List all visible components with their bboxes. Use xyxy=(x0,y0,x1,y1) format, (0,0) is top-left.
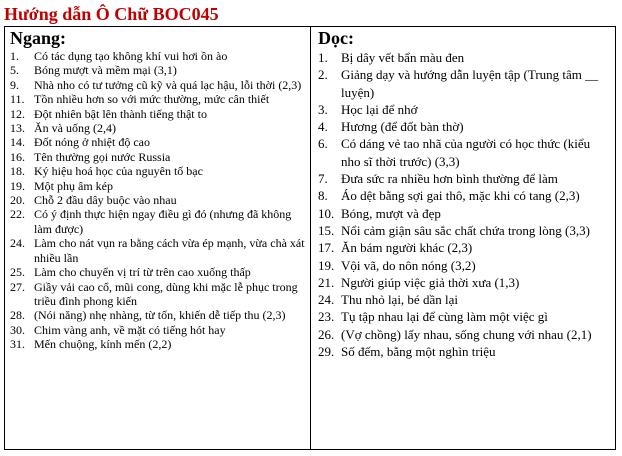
clue-text: Số đếm, bằng một nghìn triệu xyxy=(341,344,496,360)
clue-text: Ăn và uống (2,4) xyxy=(34,121,116,136)
clue-number: 19. xyxy=(10,178,25,193)
clue-text: Người giúp việc giả thời xưa (1,3) xyxy=(341,274,520,290)
clue-number: 19. xyxy=(318,257,335,273)
page-title: Hướng dẫn Ô Chữ BOC045 xyxy=(4,4,219,24)
down-heading: Dọc: xyxy=(318,28,354,48)
clue-item xyxy=(10,265,306,279)
clue-number: 28. xyxy=(10,308,25,323)
clue-text: Chỗ 2 đầu dây buộc vào nhau xyxy=(34,193,177,208)
clue-number: 1. xyxy=(10,49,19,63)
clue-item xyxy=(318,101,611,118)
clue-text: Hương (để đốt bàn thờ) xyxy=(341,119,464,135)
clue-number: 21. xyxy=(318,274,335,290)
clue-text: Vội vã, do nôn nóng (3,2) xyxy=(341,257,476,273)
clue-item xyxy=(318,135,611,170)
clue-text: Giảng dạy và hướng dẫn luyện tập (Trung tâm __ luyện) xyxy=(341,67,599,100)
clue-number: 23. xyxy=(318,309,335,325)
clue-text: Học lại để nhớ xyxy=(341,101,418,117)
clues-table xyxy=(4,26,616,450)
clue-number: 29. xyxy=(318,344,335,360)
clue-text: Bóng, mượt và đẹp xyxy=(341,205,441,221)
clue-item xyxy=(10,121,306,135)
clue-item xyxy=(10,337,306,351)
clue-text: Giầy vải cao cổ, mũi cong, dùng khi mặc lễ phục trong triều đình phong kiến xyxy=(34,279,298,308)
clue-item xyxy=(318,239,611,256)
clue-text: Có dáng vẻ tao nhã của người có học thức (kiểu nho sĩ thời trước) (3,3) xyxy=(341,136,591,169)
clue-number: 6. xyxy=(318,136,328,152)
clue-text: (Nói năng) nhẹ nhàng, từ tốn, khiến dễ tiếp thu (2,3) xyxy=(34,308,286,323)
clue-number: 16. xyxy=(10,149,25,164)
clue-item xyxy=(10,236,306,265)
clue-item xyxy=(318,257,611,274)
clue-item xyxy=(318,274,611,291)
down-column xyxy=(311,27,615,449)
clue-item xyxy=(10,150,306,164)
clue-item xyxy=(10,135,306,149)
clue-number: 15. xyxy=(318,222,335,238)
clue-item xyxy=(10,323,306,337)
clue-number: 9. xyxy=(10,77,19,92)
clue-number: 24. xyxy=(10,236,25,251)
clue-text: Đưa sức ra nhiều hơn bình thường để làm xyxy=(341,171,558,187)
clue-number: 8. xyxy=(318,188,328,204)
clue-text: Có ý định thực hiện ngay điều gì đó (nhưng đã không làm được) xyxy=(34,207,292,236)
clue-item xyxy=(10,78,306,92)
clue-text: Một phụ âm kép xyxy=(34,178,113,193)
clue-text: Ăn bám người khác (2,3) xyxy=(341,240,473,256)
clue-text: Ký hiệu hoá học của nguyên tố bạc xyxy=(34,164,203,179)
clue-number: 20. xyxy=(10,193,25,208)
clue-item xyxy=(318,49,611,66)
clue-item xyxy=(10,179,306,193)
clue-number: 25. xyxy=(10,265,25,280)
clue-item xyxy=(318,222,611,239)
clue-text: Nổi cảm giận sâu sắc chất chứa trong lòng (3,3) xyxy=(341,222,590,238)
clue-item xyxy=(318,326,611,343)
clue-text: Bị dây vết bẩn màu đen xyxy=(341,50,465,65)
down-clue-list xyxy=(318,49,611,360)
clue-text: Nhà nho có tư tưởng cũ kỹ và quá lạc hậu, lỗi thời (2,3) xyxy=(34,77,302,92)
clue-number: 27. xyxy=(10,279,25,294)
clue-item xyxy=(318,170,611,187)
clue-text: Làm cho chuyển vị trí từ trên cao xuống thấp xyxy=(34,265,251,280)
clue-number: 4. xyxy=(318,119,328,135)
clue-number: 10. xyxy=(318,205,335,221)
clue-number: 11. xyxy=(10,92,25,107)
across-heading: Ngang: xyxy=(10,28,67,48)
clue-item xyxy=(10,207,306,236)
clue-number: 31. xyxy=(10,337,25,352)
clue-text: Thu nhỏ lại, bé dần lại xyxy=(341,292,458,308)
clue-item xyxy=(10,92,306,106)
clue-number: 3. xyxy=(318,101,328,117)
clue-number: 13. xyxy=(10,121,25,136)
clue-number: 2. xyxy=(318,67,328,83)
clue-item xyxy=(318,118,611,135)
clue-text: Mến chuộng, kính mến (2,2) xyxy=(34,337,172,352)
across-column xyxy=(5,27,311,449)
clue-text: Bóng mượt và mềm mại (3,1) xyxy=(34,63,177,78)
clue-item xyxy=(10,164,306,178)
clue-item xyxy=(318,291,611,308)
clue-number: 26. xyxy=(318,326,335,342)
clue-item xyxy=(10,193,306,207)
clue-number: 30. xyxy=(10,322,25,337)
clue-text: Làm cho nát vụn ra bằng cách vừa ép mạnh, vừa chà xát nhiều lần xyxy=(34,236,305,265)
clue-text: Tụ tập nhau lại để cùng làm một việc gì xyxy=(341,309,548,325)
clue-item xyxy=(10,49,306,63)
clue-item xyxy=(318,205,611,222)
clue-text: Tên thường gọi nước Russia xyxy=(34,149,171,164)
clue-number: 14. xyxy=(10,135,25,150)
clue-text: (Vợ chồng) lấy nhau, sống chung với nhau (2,1) xyxy=(341,326,592,342)
clue-number: 22. xyxy=(10,207,25,222)
clue-number: 18. xyxy=(10,164,25,179)
clue-item xyxy=(318,343,611,360)
clue-item xyxy=(10,308,306,322)
clue-text: Đốt nóng ở nhiệt độ cao xyxy=(34,135,150,150)
clue-number: 24. xyxy=(318,292,335,308)
clue-item xyxy=(318,308,611,325)
clue-item xyxy=(318,66,611,101)
clue-text: Chim vàng anh, về mặt có tiếng hót hay xyxy=(34,322,226,337)
across-clue-list xyxy=(10,49,306,352)
clue-number: 7. xyxy=(318,171,328,187)
clue-text: Tồn nhiều hơn so với mức thường, mức cân thiết xyxy=(34,92,270,107)
clue-text: Đột nhiên bật lên thành tiếng thật to xyxy=(34,106,207,121)
clue-number: 1. xyxy=(318,50,328,65)
clue-text: Có tác dụng tạo không khí vui hơi ồn ào xyxy=(34,49,228,63)
clue-item xyxy=(10,107,306,121)
clue-number: 12. xyxy=(10,106,25,121)
clue-item xyxy=(10,63,306,77)
clue-item xyxy=(10,280,306,309)
clue-text: Áo dệt bằng sợi gai thô, mặc khi có tang (2,3) xyxy=(341,188,580,204)
clue-number: 17. xyxy=(318,240,335,256)
clue-number: 5. xyxy=(10,63,19,78)
clue-item xyxy=(318,187,611,204)
